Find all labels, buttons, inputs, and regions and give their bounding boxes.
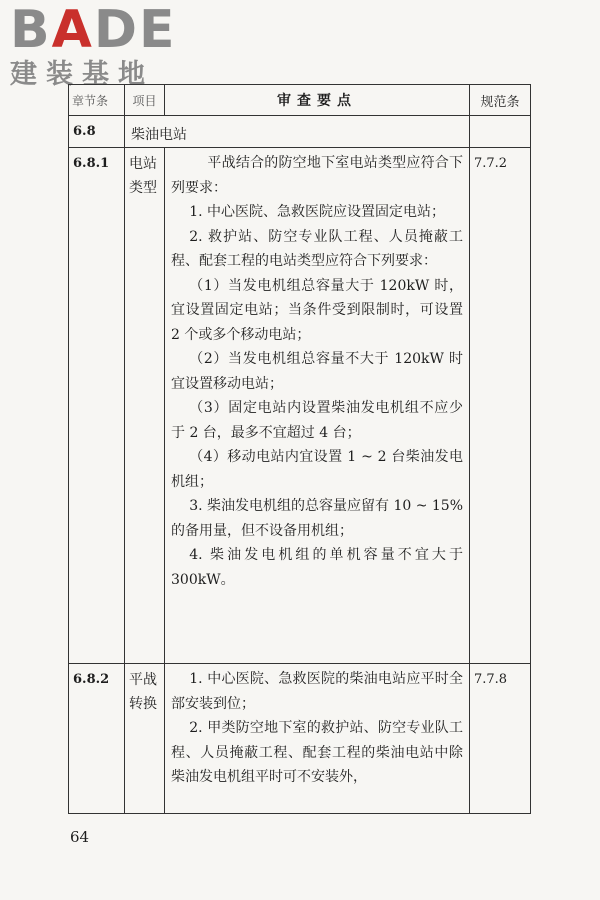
paragraph: （1）当发电机组总容量大于 120kW 时，宜设置固定电站；当条件受到限制时，可设置 2 个或多个移动电站； [171,277,463,343]
paragraph: 3. 柴油发电机组的总容量应留有 10 ~ 15% 的备用量，但不设备用机组； [171,498,464,539]
row-item: 平战转换 [125,664,165,814]
section-title: 柴油电站 [125,116,470,148]
table-row [69,664,531,814]
paragraph: （4）移动电站内宜设置 1 ~ 2 台柴油发电机组； [171,449,463,490]
row-number: 6.8.1 [69,148,125,664]
header-review-points: 审查要点 [165,85,470,116]
header-section: 章节条 [69,85,125,116]
table-row [69,148,531,664]
row-clause: 7.7.2 [470,148,531,664]
logo-tagline: 建装基地 [10,59,154,90]
page-number: 64 [70,828,90,846]
header-clause: 规范条 [470,85,531,116]
row-clause: 7.7.8 [470,664,531,814]
paragraph: （2）当发电机组总容量不大于 120kW 时宜设置移动电站； [171,351,463,392]
row-review-points [165,664,470,814]
row-number: 6.8.2 [69,664,125,814]
section-clause-empty [470,116,531,148]
paragraph: 平战结合的防空地下室电站类型应符合下列要求： [171,155,463,196]
paragraph: 1. 中心医院、急救医院的柴油电站应平时全部安装到位； [171,671,463,712]
row-item: 电站类型 [125,148,165,664]
paragraph: 4. 柴油发电机组的单机容量不宜大于 300kW。 [171,547,463,588]
logo-wordmark: BADE [10,0,177,60]
paragraph: 2. 甲类防空地下室的救护站、防空专业队工程、人员掩蔽工程、配套工程的柴油电站中除柴油发电机组平时可不安装外， [171,720,463,785]
row-review-points [165,148,470,664]
header-item: 项目 [125,85,165,116]
table-header-row [69,85,531,116]
section-row [69,116,531,148]
paragraph: （3）固定电站内设置柴油发电机组不应少于 2 台，最多不宜超过 4 台； [171,400,463,441]
bade-logo [10,0,180,96]
paragraph: 1. 中心医院、急救医院应设置固定电站； [189,204,445,220]
paragraph: 2. 救护站、防空专业队工程、人员掩蔽工程、配套工程的电站类型应符合下列要求： [171,228,463,269]
review-table [68,84,531,814]
section-number: 6.8 [69,116,125,148]
